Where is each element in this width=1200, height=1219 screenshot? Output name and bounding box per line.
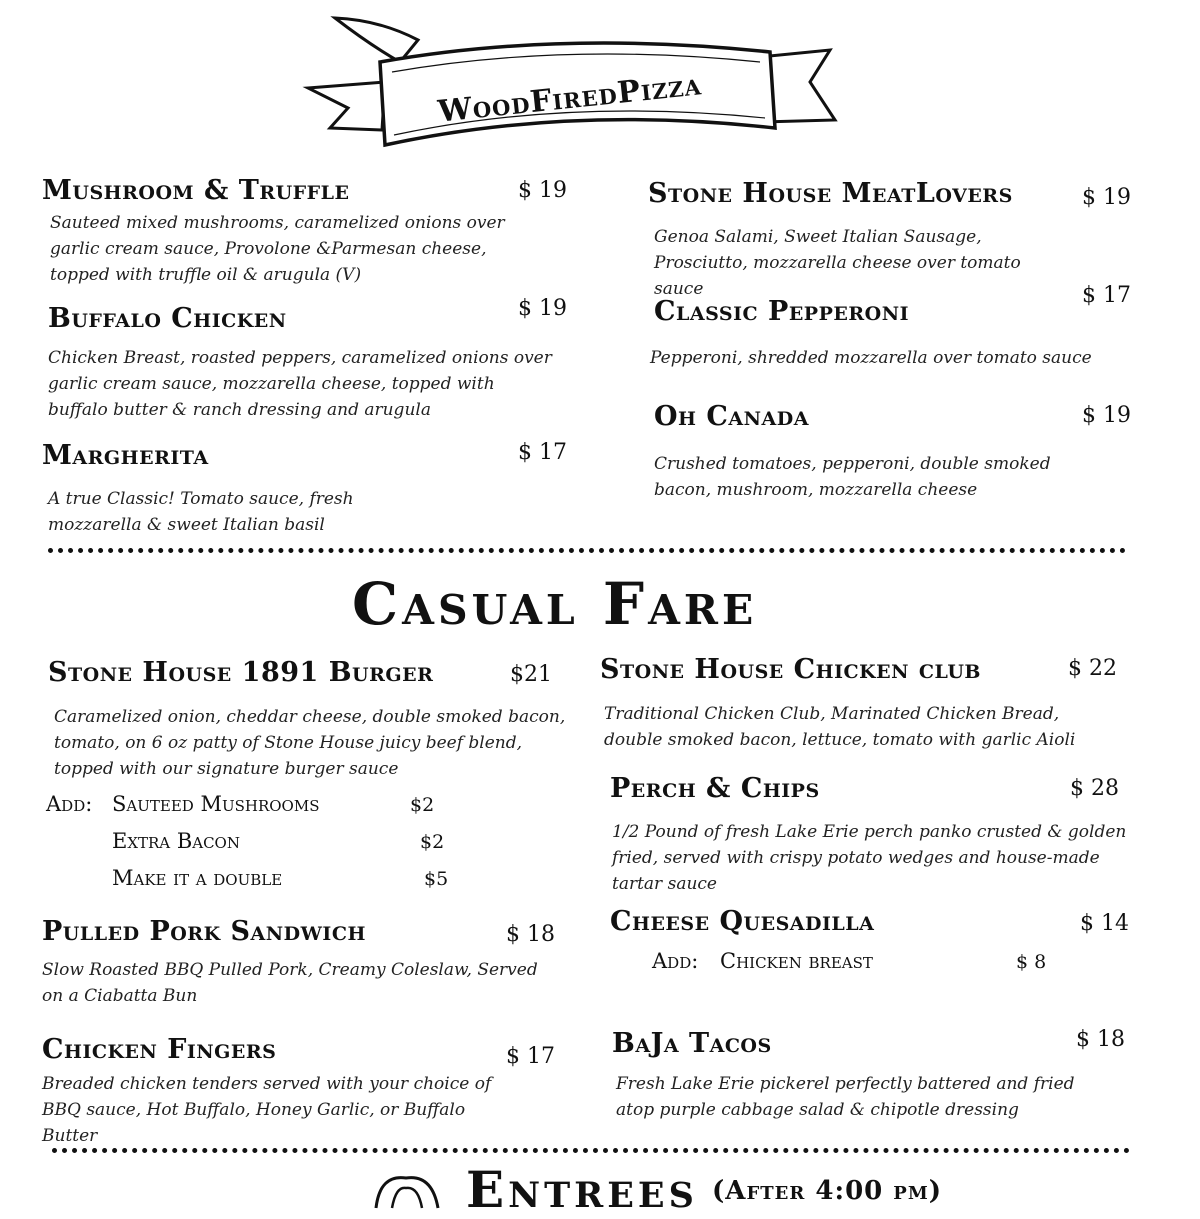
pizza-desc: Sauteed mixed mushrooms, caramelized onions over garlic cream sauce, Provolone &Parmesan cheese, topped with truffle oil & arugula (V) xyxy=(50,213,505,285)
burger-addon-name: Extra Bacon xyxy=(112,829,240,853)
chicken-club-price: $ 22 xyxy=(1068,656,1117,681)
pizza-price: $ 19 xyxy=(518,296,567,321)
chicken-fingers-desc: Breaded chicken tenders served with your choice of BBQ sauce, Hot Buffalo, Honey Garlic, or Buffalo Butter xyxy=(42,1074,492,1146)
banner-title: WoodFiredPizza xyxy=(436,67,704,130)
pulled-pork-price: $ 18 xyxy=(506,922,555,947)
perch-desc: 1/2 Pound of fresh Lake Erie perch panko crusted & golden fried, served with crispy potato wedges and house-made tartar sauce xyxy=(612,822,1127,894)
burger-name: Stone House 1891 Burger xyxy=(48,657,434,688)
pizza-price: $ 19 xyxy=(518,178,567,203)
tacos-price: $ 18 xyxy=(1076,1027,1125,1052)
pizza-desc: Chicken Breast, roasted peppers, caramelized onions over garlic cream sauce, mozzarella cheese, topped with buffalo butter & ranch dressing and arugula xyxy=(48,348,552,420)
quesadilla-addon-price: $ 8 xyxy=(1016,951,1047,973)
quesadilla-price: $ 14 xyxy=(1080,911,1129,936)
burger-addon-name: Sauteed Mushrooms xyxy=(112,792,320,816)
entrees-title: Entrees xyxy=(466,1160,698,1219)
perch-price: $ 28 xyxy=(1070,776,1119,801)
quesadilla-add-label: Add: xyxy=(652,949,699,973)
pizza-name: Margherita xyxy=(42,440,209,471)
burger-addon-name: Make it a double xyxy=(112,866,283,890)
burger-desc: Caramelized onion, cheddar cheese, double smoked bacon, tomato, on 6 oz patty of Stone House juicy beef blend, topped with our signature burger sauce xyxy=(54,707,566,779)
burger-addon-price: $2 xyxy=(420,831,445,853)
entrees-subtitle: (After 4:00 pm) xyxy=(712,1176,943,1206)
pizza-name: Stone House MeatLovers xyxy=(648,178,1013,209)
pizza-name: Oh Canada xyxy=(654,401,809,432)
chicken-club-desc: Traditional Chicken Club, Marinated Chicken Bread, double smoked bacon, lettuce, tomato with garlic Aioli xyxy=(604,704,1076,750)
quesadilla-addon-name: Chicken breast xyxy=(720,949,873,973)
tacos-name: BaJa Tacos xyxy=(612,1028,772,1059)
pizza-name: Buffalo Chicken xyxy=(48,303,287,334)
chicken-fingers-price: $ 17 xyxy=(506,1044,555,1069)
perch-name: Perch & Chips xyxy=(610,773,820,804)
pizza-desc: Crushed tomatoes, pepperoni, double smoked bacon, mushroom, mozzarella cheese xyxy=(654,454,1051,500)
burger-price: $21 xyxy=(510,662,552,687)
burger-addon-price: $5 xyxy=(424,868,449,890)
pizza-desc: Genoa Salami, Sweet Italian Sausage, Prosciutto, mozzarella cheese over tomato sauce xyxy=(654,227,1021,299)
pizza-price: $ 17 xyxy=(1082,283,1131,308)
tacos-desc: Fresh Lake Erie pickerel perfectly battered and fried atop purple cabbage salad & chipotle dressing xyxy=(616,1074,1075,1120)
burger-add-label: Add: xyxy=(46,792,93,816)
pizza-price: $ 19 xyxy=(1082,403,1131,428)
chicken-club-name: Stone House Chicken club xyxy=(600,654,981,685)
pizza-name: Mushroom & Truffle xyxy=(42,175,350,206)
pizza-desc: Pepperoni, shredded mozzarella over tomato sauce xyxy=(650,348,1092,368)
quesadilla-name: Cheese Quesadilla xyxy=(610,906,875,937)
pulled-pork-name: Pulled Pork Sandwich xyxy=(42,916,366,947)
pizza-price: $ 19 xyxy=(1082,185,1131,210)
pulled-pork-desc: Slow Roasted BBQ Pulled Pork, Creamy Coleslaw, Served on a Ciabatta Bun xyxy=(42,960,538,1006)
pizza-price: $ 17 xyxy=(518,440,567,465)
section-divider xyxy=(52,1148,1130,1153)
burger-addon-price: $2 xyxy=(410,794,435,816)
pizza-name: Classic Pepperoni xyxy=(654,296,909,327)
casual-fare-title: Casual Fare xyxy=(352,570,758,638)
section-divider xyxy=(48,548,1126,553)
pizza-banner xyxy=(300,10,840,160)
chicken-fingers-name: Chicken Fingers xyxy=(42,1034,277,1065)
pizza-desc: A true Classic! Tomato sauce, fresh mozzarella & sweet Italian basil xyxy=(48,489,354,535)
ribbon-banner-icon xyxy=(300,10,840,160)
entrees-ornament-icon xyxy=(372,1170,442,1200)
